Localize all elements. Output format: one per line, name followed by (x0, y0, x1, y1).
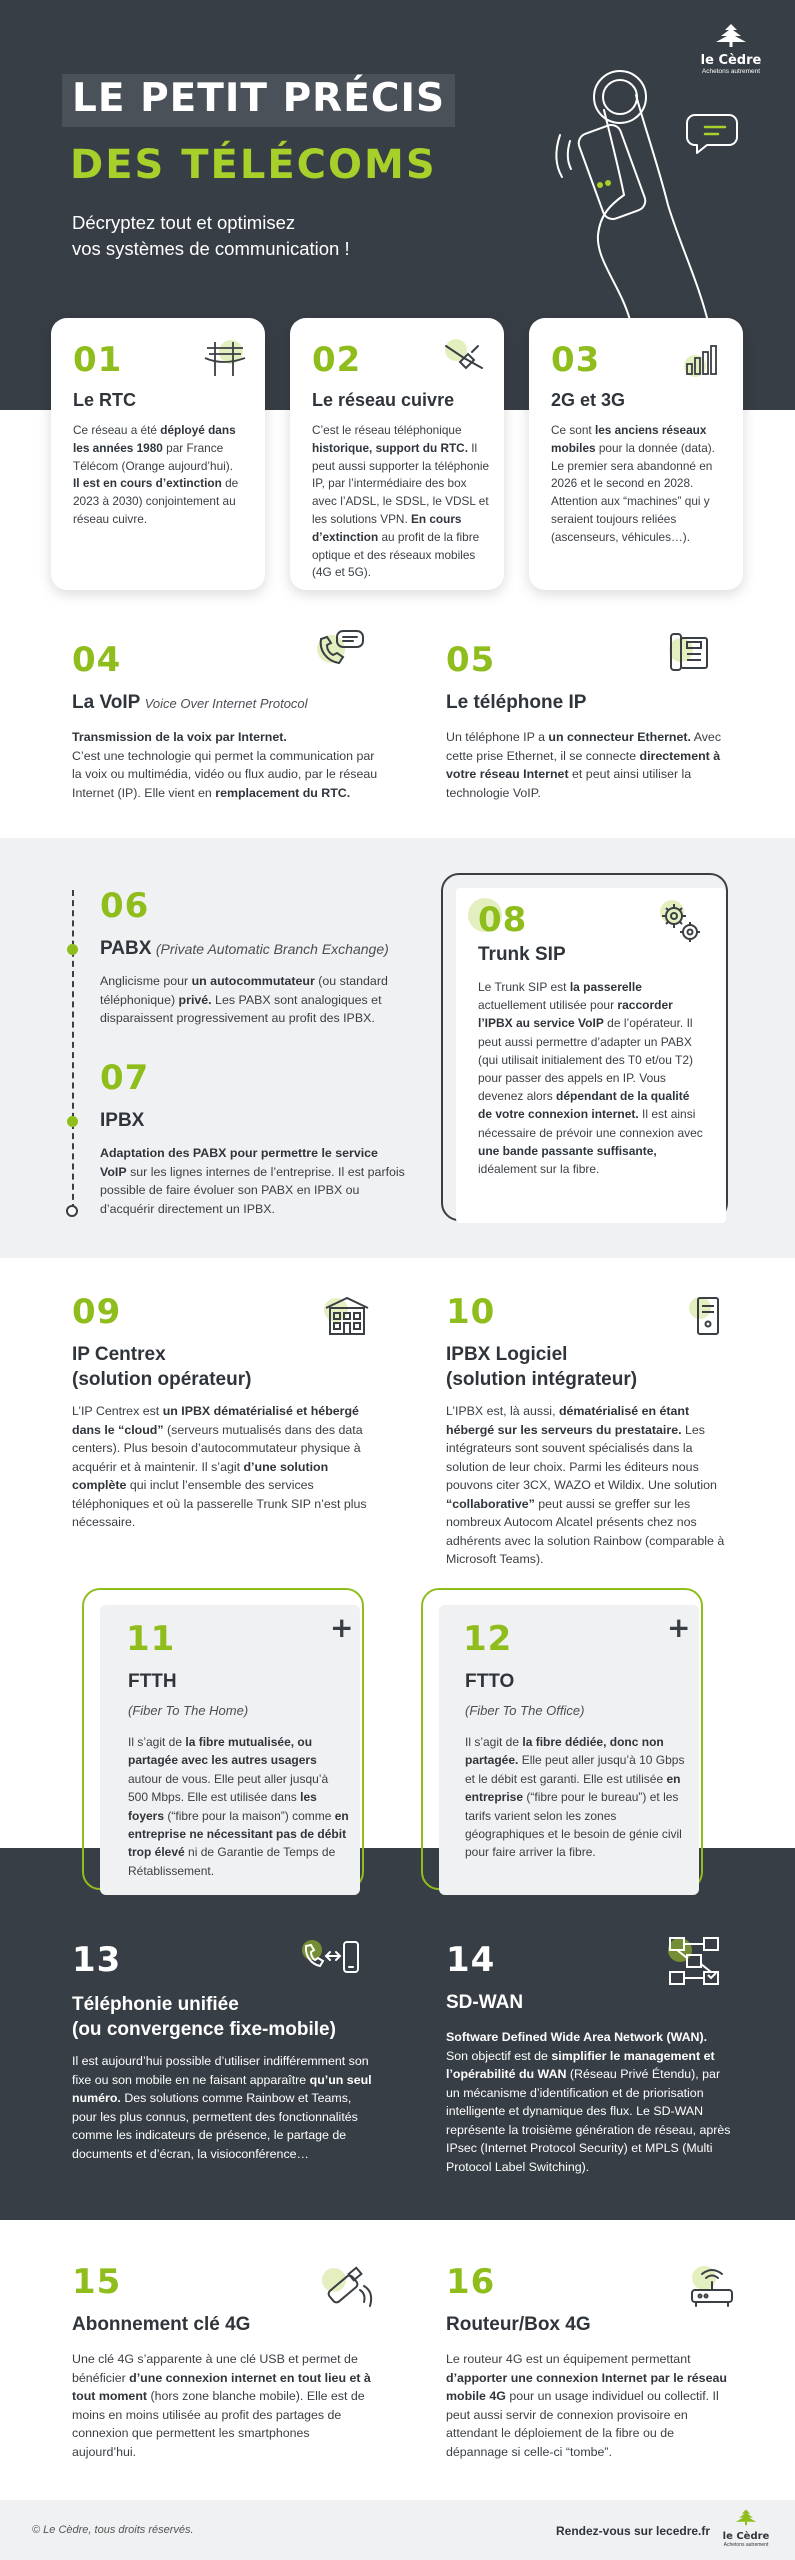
section-text: Software Defined Wide Area Network (WAN). Son objectif est de simplifier le management et l’opérabilité du WAN (Réseau Privé Étendu), par un mécanisme d’identification et de priorisation intelligente et dynamique des flux. Le SD-WAN représente la troisième génération de réseau, après IPsec (Internet Protocol Security) et MPLS (Multi Protocol Label Switching). (446, 2030, 731, 2174)
card-title: Le RTC (73, 390, 136, 410)
section-number: 11 (126, 1619, 176, 1659)
section-number: 14 (446, 1940, 496, 1980)
section-text: Une clé 4G s’apparente à une clé USB et permet de bénéficier d’une connexion internet en tout lieu et à tout moment (hors zone blanche mobile). Elle est de moins en moins utilisée au profit des partages de connexion que permettent les smartphones aujourd’hui. (72, 2352, 371, 2459)
section-title: IPBX Logiciel (solution intégrateur) (446, 1344, 638, 1390)
section-number: 10 (446, 1292, 496, 1332)
section-number: 03 (551, 340, 601, 380)
usb-key-icon (320, 2262, 374, 2312)
expand-plus-icon[interactable]: + (330, 1611, 354, 1644)
section-number: 01 (73, 340, 123, 380)
section-number: 09 (72, 1292, 122, 1332)
section-ftto (439, 1605, 699, 1895)
server-icon (688, 1294, 728, 1338)
section-number: 05 (446, 640, 496, 680)
section-title: La VoIP (72, 692, 141, 713)
signal-bars-icon (681, 338, 725, 378)
section-text: Il s’agit de la fibre mutualisée, ou partagée avec les autres usagers autour de vous. Elle peut aller jusqu’à 500 Mbps. Elle est utilisée dans les foyers (“fibre pour la maison”) comme en entreprise ne nécessitant pas de débit trop élevé ni de Garantie de Temps de Rétablissement. (128, 1735, 349, 1878)
section-text: Il s’agit de la fibre dédiée, donc non partagée. Elle peut aller jusqu’à 10 Gbps et le débit est garanti. Elle est utilisée en entreprise (“fibre pour le bureau”) et les tarifs varient selon les zones géographiques et le besoin de génie civil pour faire arriver la fibre. (465, 1735, 685, 1860)
section-text: Un téléphone IP a un connecteur Ethernet. Avec cette prise Ethernet, il se connecte directement à votre réseau Internet et peut ainsi utiliser la technologie VoIP. (446, 730, 722, 800)
section-trunk-sip (456, 888, 726, 1223)
section-text: Anglicisme pour un autocommutateur (ou standard téléphonique) privé. Les PABX sont analogiques et disparaissent progressivement au profit des IPBX. (100, 974, 388, 1025)
section-title: PABX (100, 938, 152, 959)
section-number: 08 (478, 900, 528, 940)
card-copper (290, 318, 504, 590)
tagline-line2: vos systèmes de communication ! (72, 238, 350, 259)
card-text: Ce réseau a été déployé dans les années 1980 par France Télécom (Orange aujourd’hui). Il est en cours d’extinction de 2023 à 2030) conjointement au réseau cuivre. (73, 423, 239, 526)
building-icon (322, 1294, 372, 1338)
tagline-line1: Décryptez tout et optimisez (72, 212, 296, 233)
tagline (72, 210, 432, 262)
timeline-dot (67, 1116, 78, 1127)
router-icon (688, 2262, 738, 2312)
timeline-dot (67, 944, 78, 955)
section-title: Le téléphone IP (446, 692, 587, 713)
page-title-line1: LE PETIT PRÉCIS (62, 74, 455, 127)
section-number: 16 (446, 2262, 496, 2302)
logo-tagline: Achetons autrement (701, 68, 761, 75)
section-text: L’IP Centrex est un IPBX dématérialisé et hébergé dans le “cloud” (serveurs mutualisés dans des data centers). Plus besoin d’autocommutateur physique à acquérir et à maintenir. Il s’agit d’une solution complète qui inclut l’ensemble des services téléphoniques et où la passerelle Trunk SIP n’est plus nécessaire. (72, 1404, 367, 1529)
desk-phone-icon (667, 630, 715, 674)
section-title: Abonnement clé 4G (72, 2314, 251, 2335)
section-title: Téléphonie unifiée (ou convergence fixe-mobile) (72, 1994, 336, 2040)
section-number: 13 (72, 1940, 122, 1980)
website-link[interactable]: Rendez-vous sur lecedre.fr (556, 2524, 711, 2538)
footer (0, 2500, 795, 2560)
network-flow-icon (664, 1934, 724, 1990)
section-title: Routeur/Box 4G (446, 2314, 591, 2335)
section-subtitle: (Fiber To The Home) (128, 1703, 249, 1718)
logo-tagline: Achetons autrement (723, 2542, 769, 2548)
phone-to-mobile-icon (300, 1938, 364, 1978)
card-2g-3g (529, 318, 743, 590)
section-number: 15 (72, 2262, 122, 2302)
section-text: Il est aujourd’hui possible d’utiliser indifféremment son fixe ou son mobile en ne faisant apparaître qu’un seul numéro. Des solutions comme Rainbow et Teams, pour les plus connus, permettent des fonctionnalités comme les indicateurs de présence, le partage de documents et d’écran, la visioconférence… (72, 2054, 372, 2161)
section-ftth (100, 1605, 360, 1895)
logo-name: le Cèdre (722, 2531, 770, 2542)
copyright: © Le Cèdre, tous droits réservés. (32, 2524, 194, 2536)
section-number: 04 (72, 640, 122, 680)
section-number: 07 (100, 1058, 150, 1098)
timeline-line (72, 890, 74, 1210)
card-rtc (51, 318, 265, 590)
card-text: Ce sont les anciens réseaux mobiles pour la donnée (data). Le premier sera abandonné en 2026 et le second en 2028. Attention aux “machines” qui y seraient toujours reliées (ascenseurs, véhicules…). (551, 423, 715, 544)
section-subtitle: (Private Automatic Branch Exchange) (155, 941, 389, 957)
card-title: 2G et 3G (551, 390, 626, 410)
cable-icon (442, 338, 486, 378)
section-title: Trunk SIP (478, 944, 566, 965)
card-title: Le réseau cuivre (312, 390, 455, 410)
expand-plus-icon[interactable]: + (667, 1611, 691, 1644)
section-title: SD-WAN (446, 1992, 524, 2013)
section-text: L’IPBX est, là aussi, dématérialisé en étant hébergé sur les serveurs du prestataire. Les intégrateurs sont souvent spécialisés dans la solution de leur choix. Parmi les éditeurs nous pouvons citer 3CX, WAZO et Wildix. Une solution “collaborative” peut aussi se greffer sur les nombreux Autocom Alcatel présents chez nos adhérents avec la solution Rainbow (comparable à Microsoft Teams). (446, 1404, 725, 1566)
cedar-tree-icon (706, 22, 756, 48)
section-text: Le routeur 4G est un équipement permettant d’apporter une connexion Internet par le réseau mobile 4G pour un usage individuel ou collectif. Il peut aussi servir de connexion provisoire en attendant le déploiement de la fibre ou de dépannage si celle-ci “tombe”. (446, 2352, 727, 2459)
phone-chat-icon (313, 627, 369, 671)
gears-icon (656, 898, 706, 948)
section-title: FTTH (128, 1671, 177, 1692)
section-title: IP Centrex (solution opérateur) (72, 1344, 252, 1390)
telephone-pole-icon (203, 338, 247, 378)
section-number: 06 (100, 886, 150, 926)
section-number: 12 (463, 1619, 513, 1659)
page-title-line2: DES TÉLÉCOMS (70, 142, 437, 188)
section-text: Adaptation des PABX pour permettre le service VoIP sur les lignes internes de l’entreprise. Il est parfois possible de faire évoluer son PABX en IPBX ou d’acquérir directement un IPBX. (100, 1146, 405, 1216)
section-number: 02 (312, 340, 362, 380)
logo-name: le Cèdre (700, 53, 762, 68)
card-text: C’est le réseau téléphonique historique, support du RTC. Il peut aussi supporter la téléphonie IP, par l’intermédiaire des box avec l’ADSL, le SDSL, le VDSL et les solutions VPN. En cours d’extinction au profit de la fibre optique et des réseaux mobiles (4G et 5G). (312, 423, 490, 580)
cedar-tree-icon (729, 2508, 763, 2526)
section-subtitle: (Fiber To The Office) (465, 1703, 585, 1718)
section-title: IPBX (100, 1110, 145, 1131)
footer-logo[interactable] (718, 2508, 774, 2548)
section-title: FTTO (465, 1671, 515, 1692)
timeline-end (66, 1205, 78, 1217)
section-text: Le Trunk SIP est la passerelle actuellement utilisée pour raccorder l’IPBX au service VoIP de l’opérateur. Il peut aussi permettre d’adapter un PABX (qui utilisait initialement des T0 et/ou T2) pour passer des appels en IP. Vous devenez alors dépendant de la qualité de votre connexion internet. Il est ainsi nécessaire de prévoir une connexion avec une bande passante suffisante, idéalement sur la fibre. (478, 980, 703, 1177)
section-text: Transmission de la voix par Internet. C’est une technologie qui permet la communication par la voix ou multimédia, vidéo ou flux audio, par le réseau Internet (IP). Elle vient en remplacement du RTC. (72, 730, 378, 800)
section-subtitle: Voice Over Internet Protocol (144, 696, 308, 711)
